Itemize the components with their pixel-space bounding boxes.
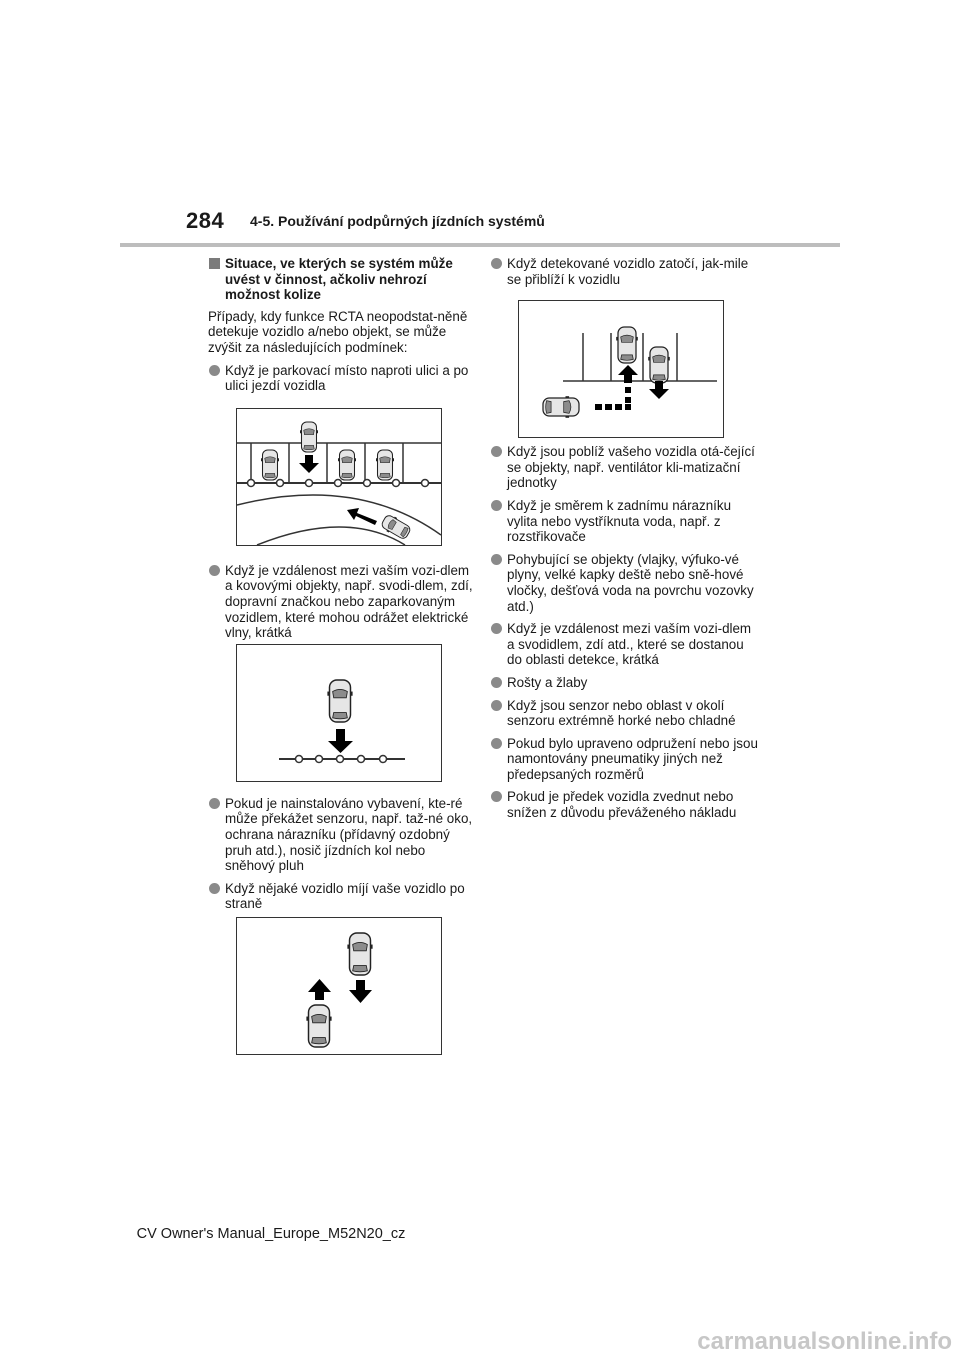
watermark: carmanualsonline.info	[697, 1328, 952, 1355]
list-item-text: Pohybující se objekty (vlajky, výfuko-vé plyny, velké kapky deště nebo sně-hové vločky, dešťová voda na povrchu vozovky atd.)	[507, 551, 754, 614]
illustration-parking-opposite-street	[236, 408, 442, 546]
list-item-text: Když je parkovací místo naproti ulici a po ulici jezdí vozidla	[225, 362, 469, 394]
page-number: 284	[186, 208, 225, 233]
list-item-text: Když je vzdálenost mezi vaším vozi-dlem a svodidlem, zdí atd., které se dostanou do oblasti detekce, krátká	[507, 621, 752, 668]
list-item	[490, 736, 760, 783]
round-bullet-icon	[491, 623, 502, 634]
list-item	[490, 789, 760, 820]
list-item-text: Když jsou poblíž vašeho vozidla otá-čející se objekty, např. ventilátor kli-matizační jednotky	[507, 444, 755, 491]
footer-text: CV Owner's Manual_Europe_M52N20_cz	[136, 1226, 406, 1242]
illustration-vehicle-passing	[236, 917, 442, 1055]
list-item	[490, 621, 760, 668]
list-item	[490, 675, 760, 691]
round-bullet-icon	[491, 258, 502, 269]
round-bullet-icon	[209, 365, 220, 376]
list-item-text: Když je směrem k zadnímu nárazníku vylita nebo vystříknuta voda, např. z rozstřikovače	[507, 497, 732, 545]
list-item	[208, 563, 478, 641]
list-item-text: Pokud je předek vozidla zvednut nebo snížen z důvodu převáženého nákladu	[507, 789, 737, 821]
list-item-text: Když je vzdálenost mezi vaším vozi-dlem a kovovými objekty, např. svodi-dlem, zdí, dopravní značkou nebo zaparkovaným vozidlem, které mohou odrážet elektrické vlny, krátká	[225, 562, 473, 641]
round-bullet-icon	[491, 738, 502, 749]
list-item-text: Když detekované vozidlo zatočí, jak-mile se přiblíží k vozidlu	[507, 256, 749, 287]
list-item	[490, 444, 760, 491]
list-item	[208, 881, 478, 912]
round-bullet-icon	[491, 791, 502, 802]
section-heading-text: Situace, ve kterých se systém může uvést v činnost, ačkoliv nehrozí možnost kolize	[225, 256, 453, 303]
left-column	[208, 256, 478, 919]
square-bullet-icon	[209, 258, 220, 269]
round-bullet-icon	[491, 500, 502, 511]
list-item	[490, 498, 760, 545]
list-item-text: Když jsou senzor nebo oblast v okolí senzoru extrémně horké nebo chladné	[507, 697, 736, 729]
round-bullet-icon	[491, 446, 502, 457]
list-item	[490, 698, 760, 729]
illustration-vehicle-turning	[518, 300, 724, 438]
header-rule	[120, 243, 840, 247]
round-bullet-icon	[491, 700, 502, 711]
round-bullet-icon	[491, 554, 502, 565]
list-item-text: Rošty a žlaby	[507, 674, 588, 690]
chapter-title: 4-5. Používání podpůrných jízdních systémů	[250, 213, 545, 229]
round-bullet-icon	[209, 565, 220, 576]
section-heading	[208, 256, 478, 303]
round-bullet-icon	[209, 883, 220, 894]
round-bullet-icon	[209, 798, 220, 809]
round-bullet-icon	[491, 677, 502, 688]
list-item	[490, 552, 760, 614]
list-item-text: Když nějaké vozidlo míjí vaše vozidlo po straně	[225, 880, 465, 912]
illustration-metal-objects	[236, 644, 442, 782]
list-item	[208, 796, 478, 874]
intro-paragraph: Případy, kdy funkce RCTA neopodstat-něně detekuje vozidlo a/nebo objekt, se může zvýšit za následujících podmínek:	[208, 308, 468, 355]
list-item	[208, 363, 478, 394]
list-item-text: Pokud je nainstalováno vybavení, kte-ré může překážet senzoru, např. taž-né oko, ochrana nárazníku (přídavný ozdobný pruh atd.), nosič jízdních kol nebo sněhový pluh	[225, 795, 473, 874]
list-item	[490, 256, 760, 287]
list-item-text: Pokud bylo upraveno odpružení nebo jsou namontovány pneumatiky jiných než předepsaných rozměrů	[507, 735, 758, 782]
